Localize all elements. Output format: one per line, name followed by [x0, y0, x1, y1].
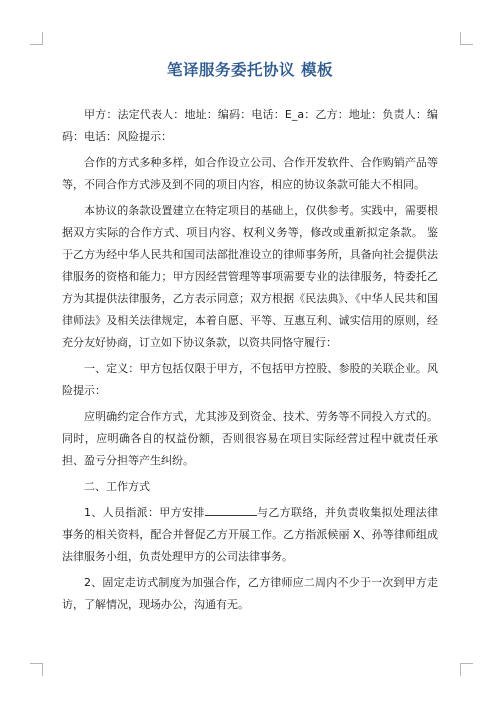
fill-in-blank[interactable] [205, 503, 257, 516]
document-title: 笔译服务委托协议 模板 [167, 61, 333, 79]
party-info-paragraph: 甲方：法定代表人：地址：编码：电话：E_a：乙方：地址：负责人：编码：电话：风险提示： [62, 108, 438, 143]
crop-mark-bottom-right [460, 663, 473, 676]
crop-mark-top-right [460, 32, 473, 45]
visit-system-clause: 2、固定走访式制度为加强合作，乙方律师应二周内不少于一次到甲方走访，了解情况，现场办公，沟通有无。 [62, 576, 438, 611]
personnel-clause-rest: 与乙方联络，并负责收集拟处理法律事务的相关资料，配合并督促乙方开展工作。乙方指派候丽 X、孙等律师组成法律服务小组，负责处理甲方的公司法律事务。 [62, 506, 439, 563]
personnel-clause-start: 1、人员指派：甲方安排 [84, 506, 205, 519]
section-heading-work-method: 二、工作方式 [84, 480, 150, 493]
preamble-paragraph: 本协议的条款设置建立在特定项目的基础上，仅供参考。实践中，需要根据双方实际的合作方式、项目内容、权利义务等，修改或重新拟定条款。 鉴于乙方为经中华人民共和国司法部批准设立的律师事务所，具备向社会提供法律服务的资格和能力；甲方因经营管理等事项需要专业的法律服务，特委托乙方为其提供法律服务，乙方表示同意；双方根据《民法典》、《中华人民共和国律师法》及相关法律规定，本着自愿、平等、互惠互利、诚实信用的原则，经充分友好协商，订立如下协议条款，以资共同恪守履行： [62, 204, 438, 349]
definition-clause: 一、定义：甲方包括仅限于甲方，不包括甲方控股、参股的关联企业。风险提示： [62, 362, 438, 397]
cooperation-note-paragraph: 应明确约定合作方式，尤其涉及到资金、技术、劳务等不同投入方式的。同时，应明确各自的权益份额，否则很容易在项目实际经营过程中就责任承担、盈亏分担等产生纠纷。 [62, 410, 438, 467]
document-page [62, 58, 438, 620]
risk-note-paragraph: 合作的方式多种多样，如合作设立公司、合作开发软件、合作购销产品等等，不同合作方式涉及到不同的项目内容，相应的协议条款可能大不相同。 [62, 156, 438, 191]
crop-mark-top-left [30, 32, 43, 45]
personnel-clause [62, 502, 438, 568]
crop-mark-bottom-left [30, 663, 43, 676]
